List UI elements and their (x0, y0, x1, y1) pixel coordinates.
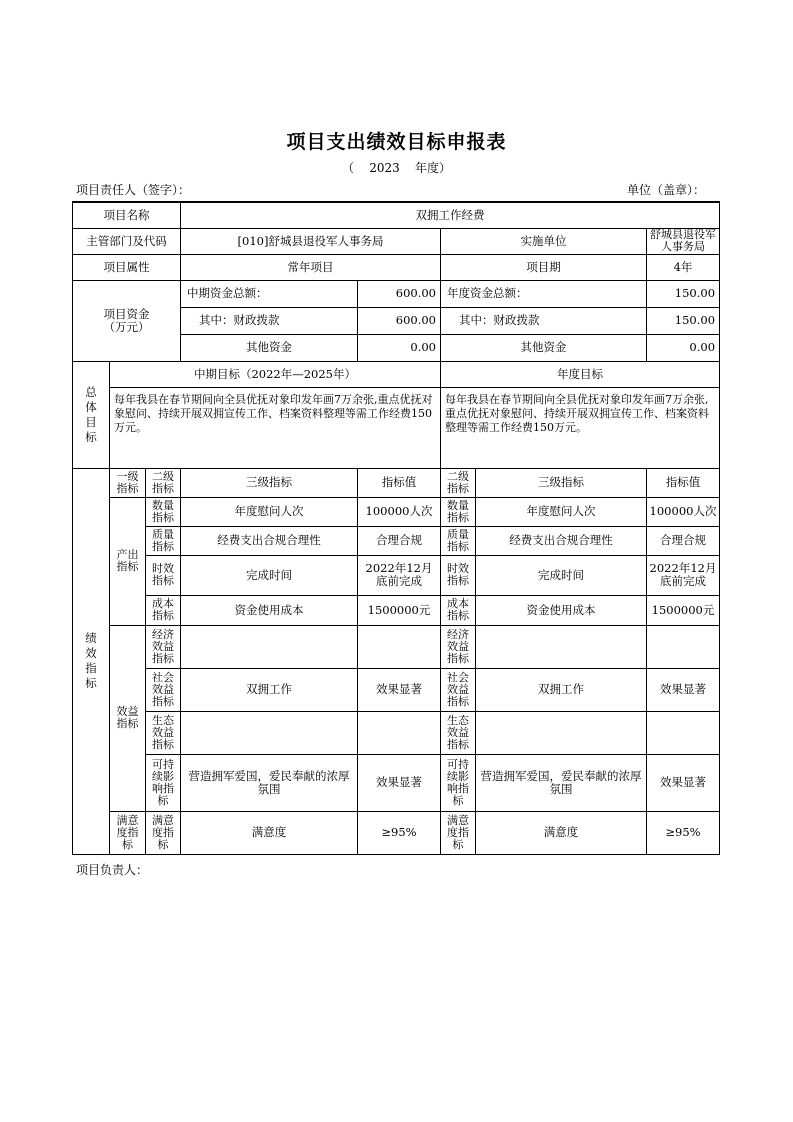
year-other-label: 其他资金 (441, 334, 647, 361)
table-row-l2: 社会效益指标 (441, 668, 476, 711)
table-row-value: 2022年12月底前完成 (647, 555, 720, 595)
footer-label: 项目负责人： (76, 863, 149, 877)
table-row-level3: 年度慰问人次 (181, 497, 358, 526)
output-indicator-label: 产出指标 (110, 497, 146, 625)
table-row-value: 效果显著 (358, 754, 441, 811)
mid-fiscal-label: 其中：财政拨款 (181, 307, 358, 334)
table-row-value: 1500000元 (358, 595, 441, 625)
year-line (0, 159, 793, 176)
project-name-label: 项目名称 (73, 202, 181, 228)
table-row-level3: 双拥工作 (476, 668, 647, 711)
table-row-value (647, 711, 720, 754)
year-other-value: 0.00 (647, 334, 720, 361)
table-row-level3: 双拥工作 (181, 668, 358, 711)
table-row-l2: 满意度指标 (441, 811, 476, 854)
table-row-l2: 质量指标 (146, 526, 181, 555)
table-row-value: 合理合规 (647, 526, 720, 555)
table-row-value: 2022年12月底前完成 (358, 555, 441, 595)
table-row-level3: 经费支出合规合理性 (181, 526, 358, 555)
impl-value: 舒城县退役军人事务局 (647, 228, 720, 254)
table-row-value: 1500000元 (647, 595, 720, 625)
table-row-l2: 经济效益指标 (146, 625, 181, 668)
year-open: （ (341, 161, 354, 175)
table-row-l2: 可持续影响指标 (441, 754, 476, 811)
table-row-value: ≥95% (647, 811, 720, 854)
table-row-level3: 经费支出合规合理性 (476, 526, 647, 555)
table-row-value: 100000人次 (358, 497, 441, 526)
year-goal-text: 每年我县在春节期间向全县优抚对象印发年画7万余张,重点优抚对象慰问、持续开展双拥宣传工作、档案资料整理等需工作经费150万元。 (441, 387, 720, 468)
table-row-value (358, 625, 441, 668)
mid-total-value: 600.00 (358, 280, 441, 307)
table-row-level3: 营造拥军爱国，爱民奉献的浓厚氛围 (181, 754, 358, 811)
table-row-level3 (476, 625, 647, 668)
table-row-value: ≥95% (358, 811, 441, 854)
mid-other-value: 0.00 (358, 334, 441, 361)
responsible-label: 项目责任人（签字）： (76, 183, 191, 197)
period-value: 4年 (647, 254, 720, 280)
dept-value: [010]舒城县退役军人事务局 (181, 228, 441, 254)
table-row-l2: 数量指标 (146, 497, 181, 526)
perf-section-label: 绩效指标 (73, 468, 110, 854)
page-title: 项目支出绩效目标申报表 (286, 131, 507, 153)
table-row-l2: 经济效益指标 (441, 625, 476, 668)
table-row-l2: 可持续影响指标 (146, 754, 181, 811)
table-row-value: 合理合规 (358, 526, 441, 555)
mid-total-label: 中期资金总额： (181, 280, 358, 307)
table-row-level3: 满意度 (181, 811, 358, 854)
year-goal-header: 年度目标 (441, 361, 720, 387)
satisfaction-l1-label: 满意度指标 (110, 811, 146, 854)
header-level3-year: 三级指标 (476, 468, 647, 497)
mid-fiscal-value: 600.00 (358, 307, 441, 334)
impl-label: 实施单位 (441, 228, 647, 254)
table-row-level3: 年度慰问人次 (476, 497, 647, 526)
project-name-value: 双拥工作经费 (181, 202, 720, 228)
table-row-l2: 成本指标 (441, 595, 476, 625)
table-row-l2: 生态效益指标 (146, 711, 181, 754)
table-row-l2: 成本指标 (146, 595, 181, 625)
table-row-level3: 满意度 (476, 811, 647, 854)
header-value-year: 指标值 (647, 468, 720, 497)
table-row-l2: 数量指标 (441, 497, 476, 526)
table-row-level3 (181, 625, 358, 668)
table-row-value (358, 711, 441, 754)
attr-value: 常年项目 (181, 254, 441, 280)
table-row-l2: 质量指标 (441, 526, 476, 555)
table-row-value: 效果显著 (358, 668, 441, 711)
table-row-level3 (181, 711, 358, 754)
table-row-l2: 时效指标 (441, 555, 476, 595)
dept-label: 主管部门及代码 (73, 228, 181, 254)
table-row-l2: 社会效益指标 (146, 668, 181, 711)
header-level2-year: 二级指标 (441, 468, 476, 497)
header-value-mid: 指标值 (358, 468, 441, 497)
table-row-level3 (476, 711, 647, 754)
overall-goal-label: 总体目标 (73, 361, 110, 468)
period-label: 项目期 (441, 254, 647, 280)
year-total-label: 年度资金总额： (441, 280, 647, 307)
year-suffix: 年度） (415, 161, 452, 175)
table-row-l2: 时效指标 (146, 555, 181, 595)
year-total-value: 150.00 (647, 280, 720, 307)
table-row-value: 效果显著 (647, 754, 720, 811)
performance-table (72, 201, 720, 855)
table-row-level3: 完成时间 (476, 555, 647, 595)
table-row-value: 100000人次 (647, 497, 720, 526)
table-row-level3: 资金使用成本 (181, 595, 358, 625)
table-row-l2: 满意度指标 (146, 811, 181, 854)
header-level3-mid: 三级指标 (181, 468, 358, 497)
table-row-l2: 生态效益指标 (441, 711, 476, 754)
table-row-value (647, 625, 720, 668)
funds-label: 项目资金（万元） (73, 280, 181, 361)
attr-label: 项目属性 (73, 254, 181, 280)
year-value: 2023 (369, 161, 400, 175)
table-row-level3: 营造拥军爱国，爱民奉献的浓厚氛围 (476, 754, 647, 811)
table-row-level3: 资金使用成本 (476, 595, 647, 625)
header-level1: 一级指标 (110, 468, 146, 497)
header-level2-mid: 二级指标 (146, 468, 181, 497)
year-fiscal-value: 150.00 (647, 307, 720, 334)
benefit-indicator-label: 效益指标 (110, 625, 146, 811)
year-fiscal-label: 其中：财政拨款 (441, 307, 647, 334)
mid-goal-text: 每年我县在春节期间向全县优抚对象印发年画7万余张,重点优抚对象慰问、持续开展双拥宣传工作、档案资料整理等需工作经费150万元。 (110, 387, 441, 468)
mid-other-label: 其他资金 (181, 334, 358, 361)
table-row-level3: 完成时间 (181, 555, 358, 595)
table-row-value: 效果显著 (647, 668, 720, 711)
unit-label: 单位（盖章）： (627, 183, 706, 197)
mid-goal-header: 中期目标（2022年—2025年） (110, 361, 441, 387)
